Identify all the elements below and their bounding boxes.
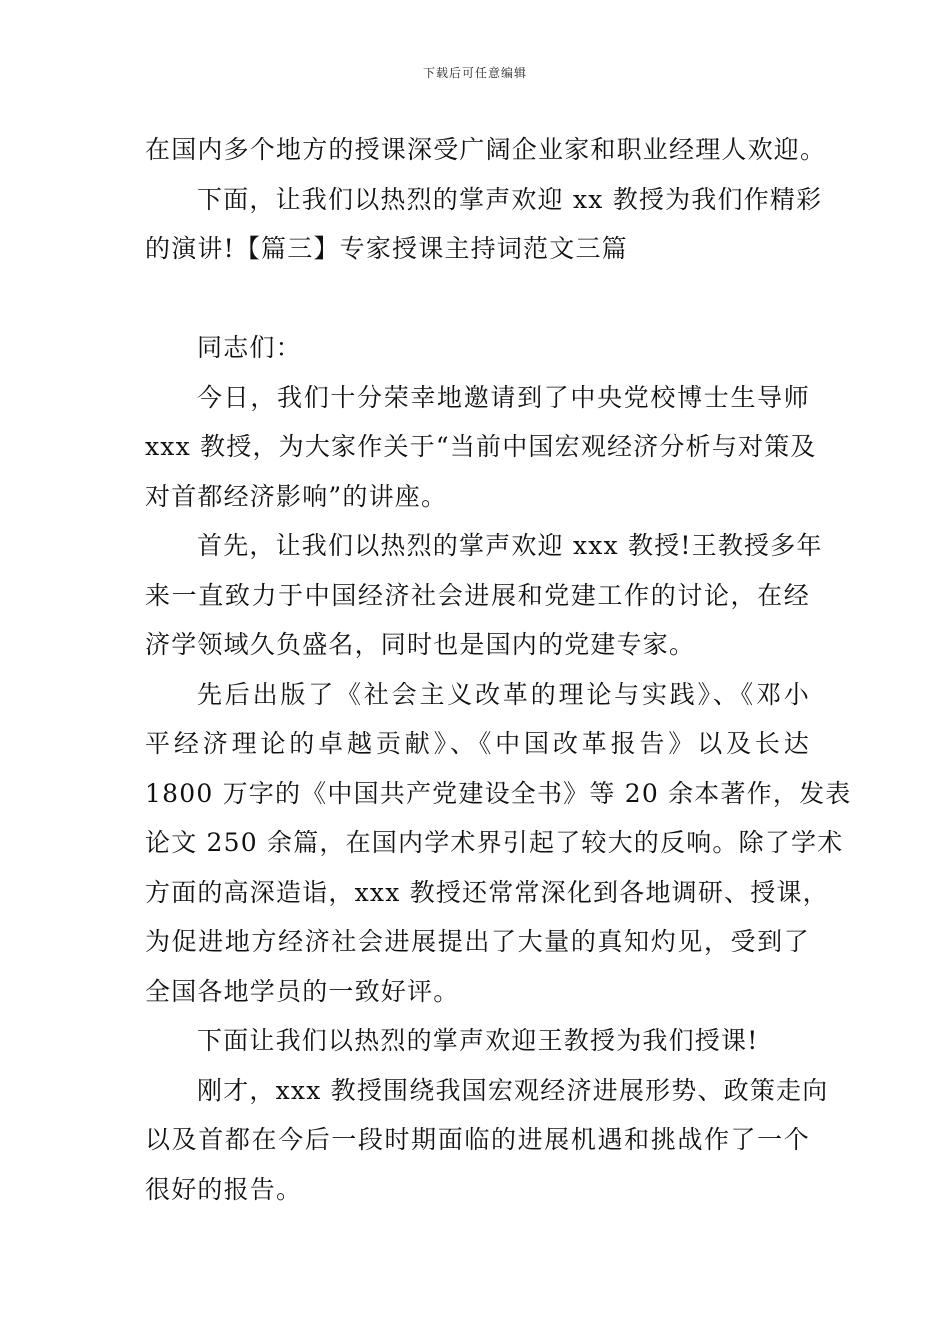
paragraph-line: 今日，我们十分荣幸地邀请到了中央党校博士生导师 (197, 382, 810, 412)
paragraph-line: 对首都经济影响”的讲座。 (145, 481, 448, 511)
paragraph-line: 很好的报告。 (145, 1174, 303, 1204)
paragraph-line: 济学领域久负盛名，同时也是国内的党建专家。 (145, 630, 696, 659)
paragraph-line: 先后出版了《社会主义改革的理论与实践》、《邓小 (197, 679, 810, 709)
blank-line (145, 274, 810, 324)
paragraph-line: 首先，让我们以热烈的掌声欢迎 xxx 教授!王教授多年 (197, 531, 823, 560)
paragraph-line: 的演讲!【篇三】专家授课主持词范文三篇 (145, 234, 628, 263)
paragraph-line: 下面，让我们以热烈的掌声欢迎 xx 教授为我们作精彩 (197, 184, 823, 214)
paragraph-line: 1800 万字的《中国共产党建设全书》等 20 余本著作，发表 (145, 778, 852, 808)
paragraph-line: 平经济理论的卓越贡献》、《中国改革报告》以及长达 (145, 729, 810, 758)
paragraph-line: 方面的高深造诣，xxx 教授还常常深化到各地调研、授课， (145, 877, 829, 907)
paragraph-line: xxx 教授，为大家作关于“当前中国宏观经济分析与对策及 (145, 432, 817, 461)
paragraph-line: 刚才，xxx 教授围绕我国宏观经济进展形势、政策走向 (197, 1075, 829, 1105)
paragraph-line: 来一直致力于中国经济社会进展和党建工作的讨论，在经 (145, 580, 810, 610)
paragraph-line: 以及首都在今后一段时期面临的进展机遇和挑战作了一个 (145, 1125, 810, 1154)
paragraph-line: 下面让我们以热烈的掌声欢迎王教授为我们授课! (197, 1026, 759, 1055)
page-header: 下载后可任意编辑 (422, 66, 527, 80)
document-body (145, 125, 852, 1214)
paragraph-line: 为促进地方经济社会进展提出了大量的真知灼见，受到了 (145, 927, 810, 956)
paragraph-line: 全国各地学员的一致好评。 (145, 976, 460, 1006)
paragraph-line: 论文 250 余篇，在国内学术界引起了较大的反响。除了学术 (145, 828, 844, 857)
paragraph-line: 在国内多个地方的授课深受广阔企业家和职业经理人欢迎。 (145, 135, 827, 164)
salutation: 同志们： (197, 333, 302, 362)
